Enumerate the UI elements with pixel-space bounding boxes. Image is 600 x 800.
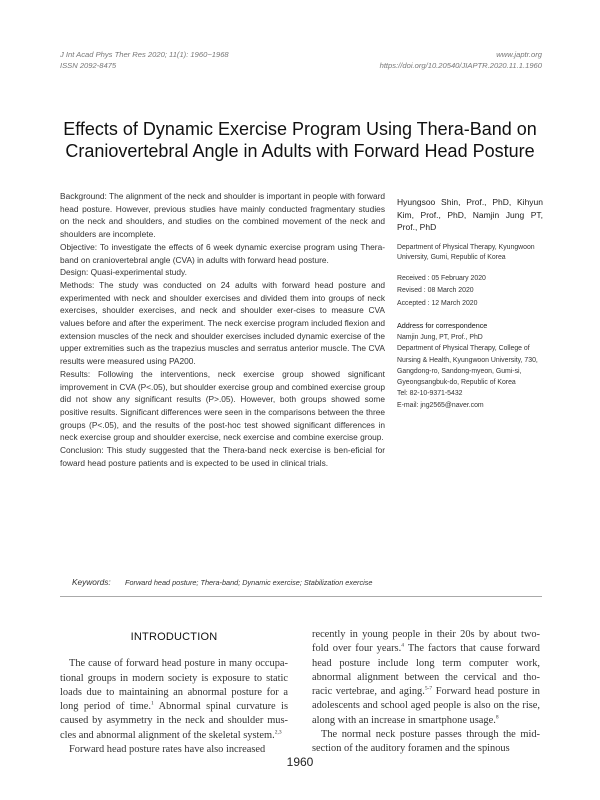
issn-line: ISSN 2092-8475 (60, 61, 117, 70)
article-info-sidebar (397, 196, 543, 411)
intro-paragraph-2: Forward head posture rates have also increased (69, 744, 266, 756)
intro-paragraph-2-cont: recently in young people in their 20s by about two-fold over four years.$^4$ The factors that cause forward head posture include long term computer work, abnormal alignment between the cervical and tho-racic vertebrae, and aging.$^{5-7}$ Forward head posture in adolescents and school aged people is also on the rise, along with an increase in smartphone usage.$^8$ (312, 629, 540, 726)
correspondence-name: Namjin Jung, PT, Prof., PhD (397, 334, 483, 342)
received-date: Received : 05 February 2020 (397, 274, 486, 282)
abstract-conclusion: Conclusion: This study suggested that the Thera-band neck exercise is ben-eficial for foward head posture patients and is expected to be used in clinical trials. (60, 445, 385, 468)
author-list: Hyungsoo Shin, Prof., PhD, Kihyun Kim, Prof., PhD, Namjin Jung PT, Prof., PhD (397, 197, 543, 233)
citation-ref[interactable]: 4 (401, 642, 404, 649)
correspondence-heading: Address for correspondence (397, 321, 488, 331)
abstract-divider (60, 596, 542, 597)
abstract-background: Background: The alignment of the neck and shoulder is important in people with forward head posture. However, previous studies have mainly conducted fragmentary studies on the neck and shoulders, and studies on the combined movement of the neck and shoulders are incomplete. (60, 191, 385, 240)
body-column-left (60, 628, 288, 757)
correspondence-email[interactable]: E-mail: jng2565@naver.com (397, 401, 484, 409)
journal-citation (60, 49, 229, 71)
correspondence-details (397, 332, 543, 410)
abstract-methods: Methods: The study was conducted on 24 adults with forward head posture and experimented with neck and shoulder exercises and divided them into groups of neck exercises, shoulder exercises, and neck and shoulder exer-cises to measure CVA values before and after the experiment. The neck exercise program included flexion and extension muscles of the neck and shoulder exercises included dynamic exercise of the upper extremities such as the trapezius muscles and serratus anterior muscle. The CVA results were measured using PA200. (60, 279, 385, 367)
abstract-results: Results: Following the interventions, neck exercise group showed significant improvement in CVA (P<.05), but shoulder exercise group and combined exercise group did not show any significant results (P>.05). However, both groups showed some positive results. Significant differences were seen in the comparisons between the three groups (P<.05), and the results of the post-hoc test showed significant differences in neck exercise group and shoulder exercise, neck exercise and combine exercise group. (60, 368, 385, 443)
keywords (72, 577, 552, 587)
keywords-list: Forward head posture; Thera-band; Dynamic exercise; Stabilization exercise (125, 578, 373, 587)
journal-links (380, 49, 542, 71)
keywords-label: Keywords: (72, 577, 111, 587)
citation-ref[interactable]: 5-7 (424, 685, 433, 692)
abstract (60, 190, 385, 469)
correspondence-address: Department of Physical Therapy, College of Nursing & Health, Kyungwoon University, 730, Gangdong-ro, Sandong-myeon, Gumi-si, Gyeongsangbuk-do, Republic of Korea (397, 345, 538, 387)
article-dates (397, 273, 543, 311)
accepted-date: Accepted : 12 March 2020 (397, 299, 478, 307)
correspondence-phone: Tel: 82-10-9371-5432 (397, 390, 463, 398)
revised-date: Revised : 08 March 2020 (397, 287, 474, 295)
citation-ref[interactable]: 8 (495, 714, 499, 721)
title-line-1: Effects of Dynamic Exercise Program Using Thera-Band on (63, 119, 537, 139)
journal-website-link[interactable]: www.japtr.org (496, 50, 542, 59)
abstract-objective: Objective: To investigate the effects of 6 week dynamic exercise program using Thera-band on craniovertebral angle (CVA) in adults with forward head posture. (60, 241, 385, 265)
affiliation: Department of Physical Therapy, Kyungwoon University, Gumi, Republic of Korea (397, 243, 535, 261)
title-line-2: Craniovertebral Angle in Adults with Forward Head Posture (65, 141, 535, 161)
intro-paragraph-1: The cause of forward head posture in many occupa-tional groups in modern society is exposure to static loads due to maintaining an abnormal posture for a long period of time.$^1$ Abnormal spinal curvature is caused by asymmetry in the neck and shoulder mus-cles and abnormal alignment of the skeletal system.$^{2,3}$ (60, 658, 288, 741)
article-title (40, 118, 560, 162)
abstract-design: Design: Quasi-experimental study. (60, 267, 187, 278)
citation-ref[interactable]: 1 (151, 700, 154, 707)
doi-link[interactable]: https://doi.org/10.20540/JIAPTR.2020.11.1.1960 (379, 61, 542, 70)
page-number: 1960 (286, 755, 314, 769)
journal-line: J Int Acad Phys Ther Res 2020; 11(1): 1960~1968 (60, 50, 229, 59)
citation-ref[interactable]: 2,3 (274, 729, 282, 736)
section-heading-introduction: INTRODUCTION (130, 631, 218, 643)
intro-paragraph-3: The normal neck posture passes through the mid-section of the auditory foramen and the spinous (312, 729, 540, 755)
body-column-right (312, 628, 540, 757)
